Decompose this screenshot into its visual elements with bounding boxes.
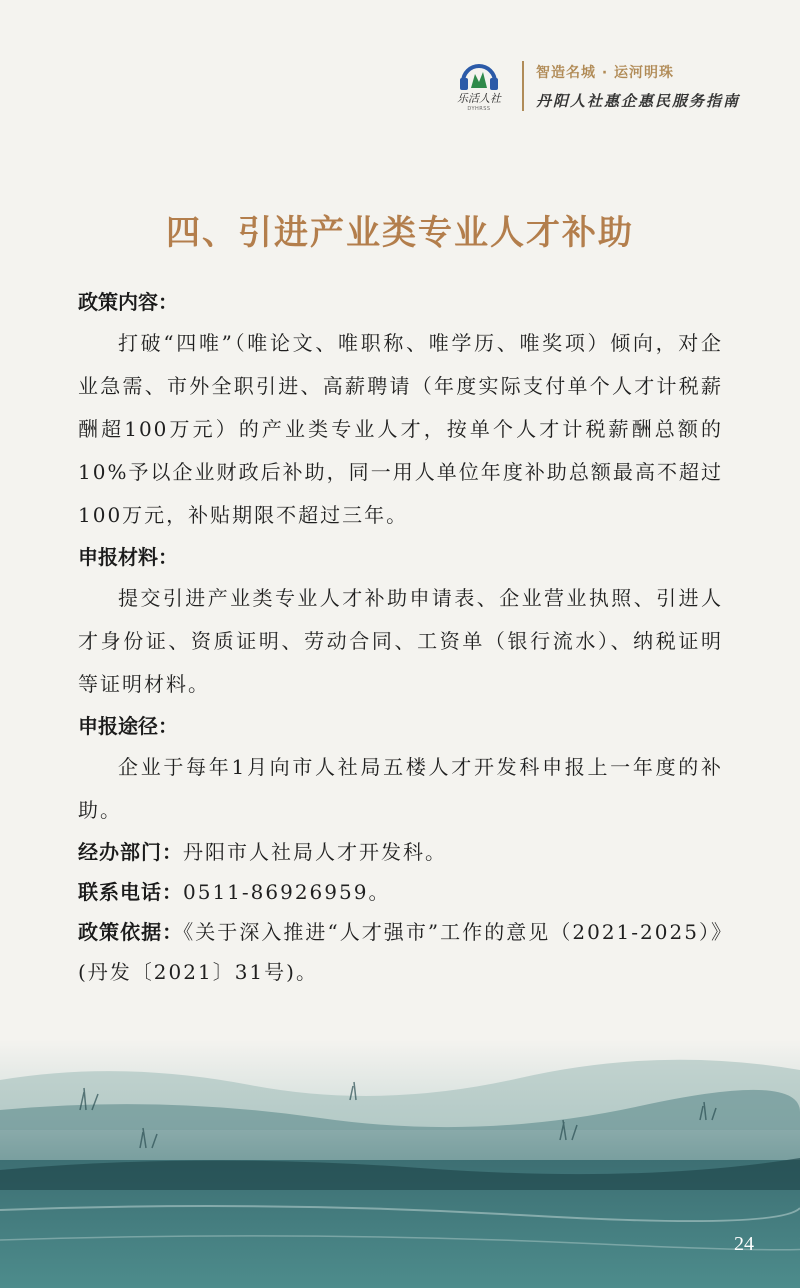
logo-subtitle: DYHRSS: [467, 106, 491, 112]
policy-heading: 政策内容：: [78, 290, 178, 314]
header-text: [536, 62, 740, 111]
slogan: 智造名城 · 运河明珠: [535, 64, 675, 81]
header-divider: [522, 61, 524, 111]
basis-line: [78, 912, 723, 992]
department-line: [78, 832, 723, 872]
basis-value: 《关于深入推进“人才强市”工作的意见（2021-2025）》(丹发〔2021〕31号)。: [78, 920, 724, 984]
guide-title: 丹阳人社惠企惠民服务指南: [535, 91, 740, 110]
basis-label: 政策依据：: [78, 920, 184, 944]
page-header: [444, 56, 740, 116]
phone-value: 0511-86926959。: [183, 880, 391, 904]
logo: [444, 56, 514, 116]
policy-content: [78, 282, 723, 992]
department-label: 经办部门：: [78, 840, 183, 864]
channel-heading: 申报途径：: [78, 714, 178, 738]
materials-heading: 申报材料：: [78, 545, 178, 569]
logo-script: 乐活人社: [456, 92, 501, 105]
policy-text: 打破“四唯”（唯论文、唯职称、唯学历、唯奖项）倾向，对企业急需、市外全职引进、高薪聘请（年度实际支付单个人才计税薪酬超100万元）的产业类专业人才，按单个人才计税薪酬总额的10%予以企业财政后补助，同一用人单位年度补助总额最高不超过100万元，补贴期限不超过三年。: [78, 331, 723, 527]
page-number: 24: [734, 1233, 754, 1255]
channel-text: 企业于每年1月向市人社局五楼人才开发科申报上一年度的补助。: [78, 755, 723, 822]
page-title: 四、引进产业类专业人才补助: [166, 213, 634, 253]
materials-text: 提交引进产业类专业人才补助申请表、企业营业执照、引进人才身份证、资质证明、劳动合同、工资单（银行流水）、纳税证明等证明材料。: [78, 586, 723, 696]
phone-line: [78, 872, 723, 912]
phone-label: 联系电话：: [78, 880, 183, 904]
department-value: 丹阳市人社局人才开发科。: [183, 840, 447, 864]
headphone-logo-icon: [458, 58, 500, 92]
ink-landscape-illustration: [0, 1040, 800, 1288]
